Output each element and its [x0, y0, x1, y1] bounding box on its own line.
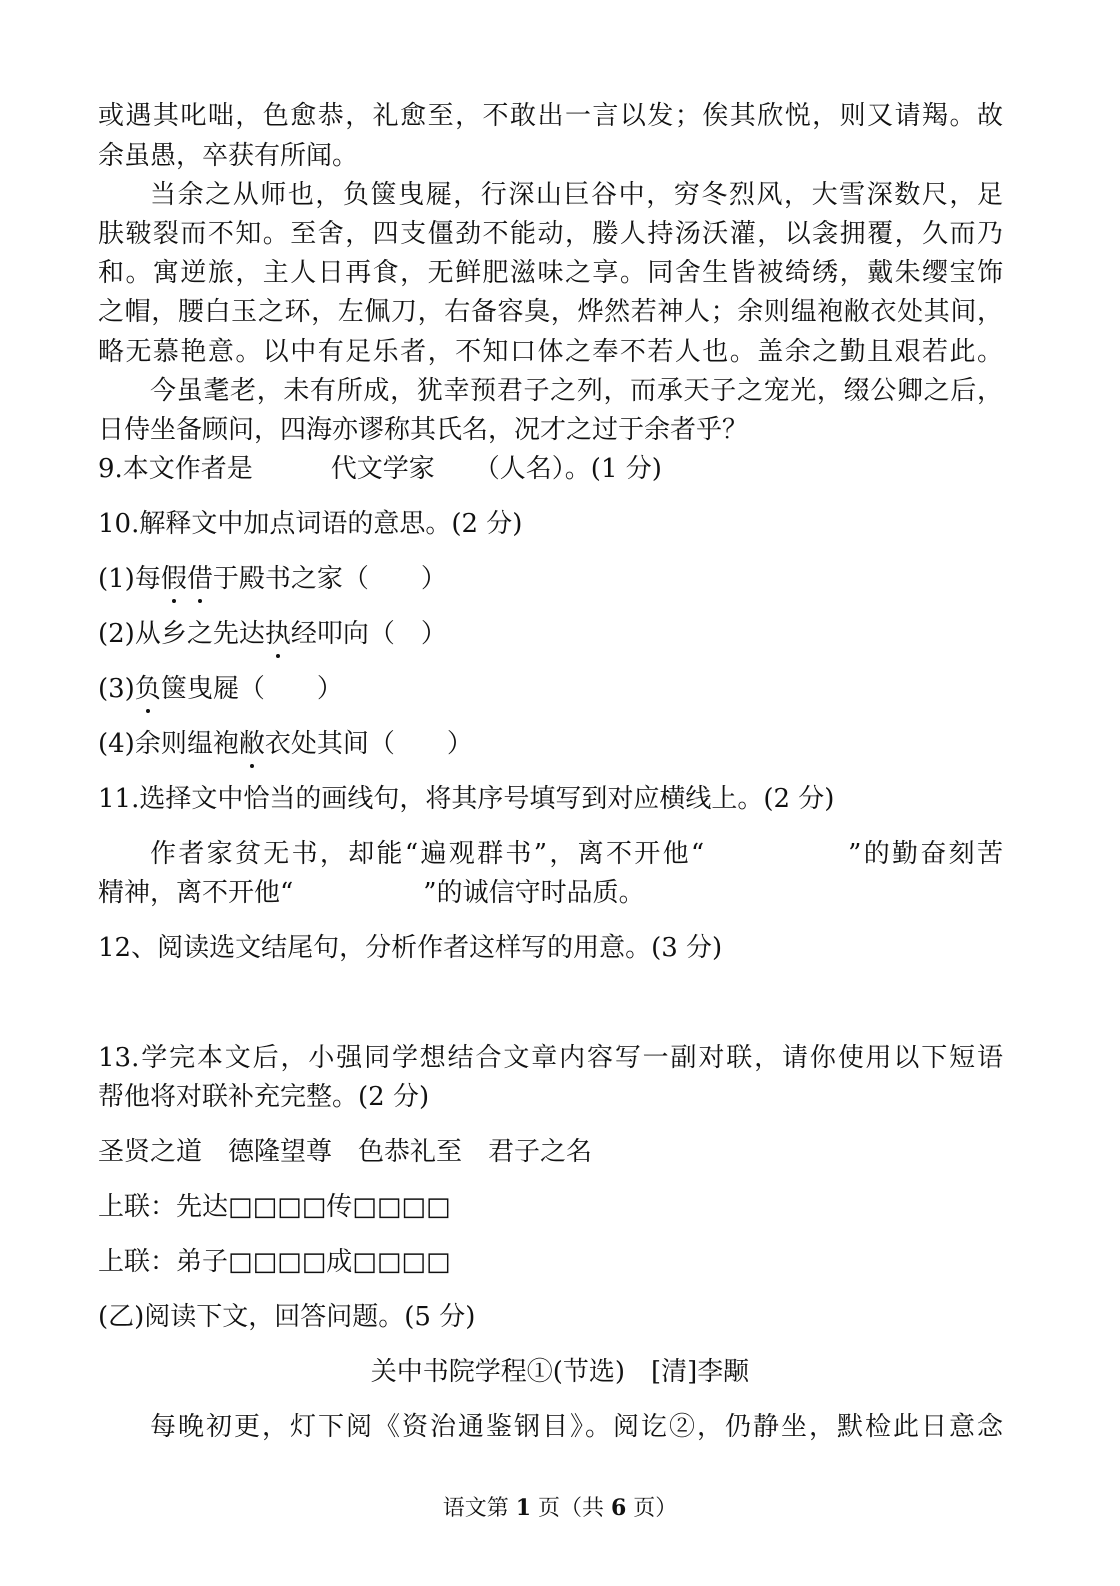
- couplet-line: 上联：先达□□□□传□□□□: [98, 1192, 451, 1222]
- question-10-item-4: (4)余则缊袍敝衣处其间（ ）: [98, 726, 1003, 762]
- passage-line: 之帽，腰白玉之环，左佩刀，右备容臭，烨然若神人；余则缊袍敝衣处其间，: [98, 297, 1003, 327]
- question-11-line: 精神，离不开他“ ”的诚信守时品质。: [98, 878, 645, 908]
- passage-line: 日侍坐备顾问，四海亦谬称其氏名，况才之过于余者乎？: [98, 415, 749, 445]
- question-13-stem: 帮他将对联补充完整。(2 分): [98, 1082, 430, 1112]
- passage-line: 略无慕艳意。以中有足乐者，不知口体之奉不若人也。盖余之勤且艰若此。: [98, 337, 1003, 367]
- passage-line: 余虽愚，卒获有所闻。: [98, 141, 359, 171]
- emphasis-char: 敝: [239, 726, 265, 762]
- emphasis-char: 假: [161, 561, 187, 597]
- question-10-item-2: (2)从乡之先达执经叩向（ ）: [98, 616, 1003, 652]
- question-10-item-1: (1)每假借于殿书之家（ ）: [98, 561, 1003, 597]
- question-9: 9.本文作者是 代文学家 （人名）。(1 分): [98, 454, 662, 484]
- emphasis-char: 执: [265, 616, 291, 652]
- passage-line: 或遇其叱咄，色愈恭，礼愈至，不敢出一言以发；俟其欣悦，则又请羯。故: [98, 101, 1003, 131]
- part-b-passage-line: 每晚初更，灯下阅《资治通鉴钢目》。阅讫②，仍静坐，默检此日意念: [150, 1412, 1003, 1442]
- page-footer: 语文第 1 页（共 6 页）: [442, 1495, 678, 1521]
- couplet-line: 上联：弟子□□□□成□□□□: [98, 1247, 451, 1277]
- question-11-stem: 11.选择文中恰当的画线句，将其序号填写到对应横线上。(2 分): [98, 784, 835, 814]
- emphasis-char: 负: [135, 671, 161, 707]
- passage-line: 肤皲裂而不知。至舍，四支僵劲不能动，媵人持汤沃灌，以衾拥覆，久而乃: [98, 219, 1003, 249]
- question-11-line: 作者家贫无书，却能“遍观群书”，离不开他“ ”的勤奋刻苦: [150, 839, 1003, 869]
- passage-line: 当余之从师也，负箧曳屣，行深山巨谷中，穷冬烈风，大雪深数尺，足: [150, 180, 1003, 210]
- part-b-intro: (乙)阅读下文，回答问题。(5 分): [98, 1302, 476, 1332]
- emphasis-char: 借: [187, 561, 213, 597]
- passage-line: 今虽耄老，未有所成，犹幸预君子之列，而承天子之宠光，缀公卿之后，: [150, 376, 1003, 406]
- passage-line: 和。寓逆旅，主人日再食，无鲜肥滋味之享。同舍生皆被绮绣，戴朱缨宝饰: [98, 258, 1003, 288]
- part-b-title: 关中书院学程①(节选) [清]李颙: [370, 1357, 750, 1387]
- page-total: 6: [611, 1495, 627, 1521]
- question-13-phrases: 圣贤之道 德隆望尊 色恭礼至 君子之名: [98, 1137, 593, 1167]
- question-12: 12、阅读选文结尾句，分析作者这样写的用意。(3 分): [98, 933, 723, 963]
- question-10-stem: 10.解释文中加点词语的意思。(2 分): [98, 509, 523, 539]
- page-number: 1: [515, 1495, 531, 1521]
- question-10-item-3: (3)负箧曳屣（ ）: [98, 671, 1003, 707]
- question-13-stem: 13.学完本文后，小强同学想结合文章内容写一副对联，请你使用以下短语: [98, 1043, 1003, 1073]
